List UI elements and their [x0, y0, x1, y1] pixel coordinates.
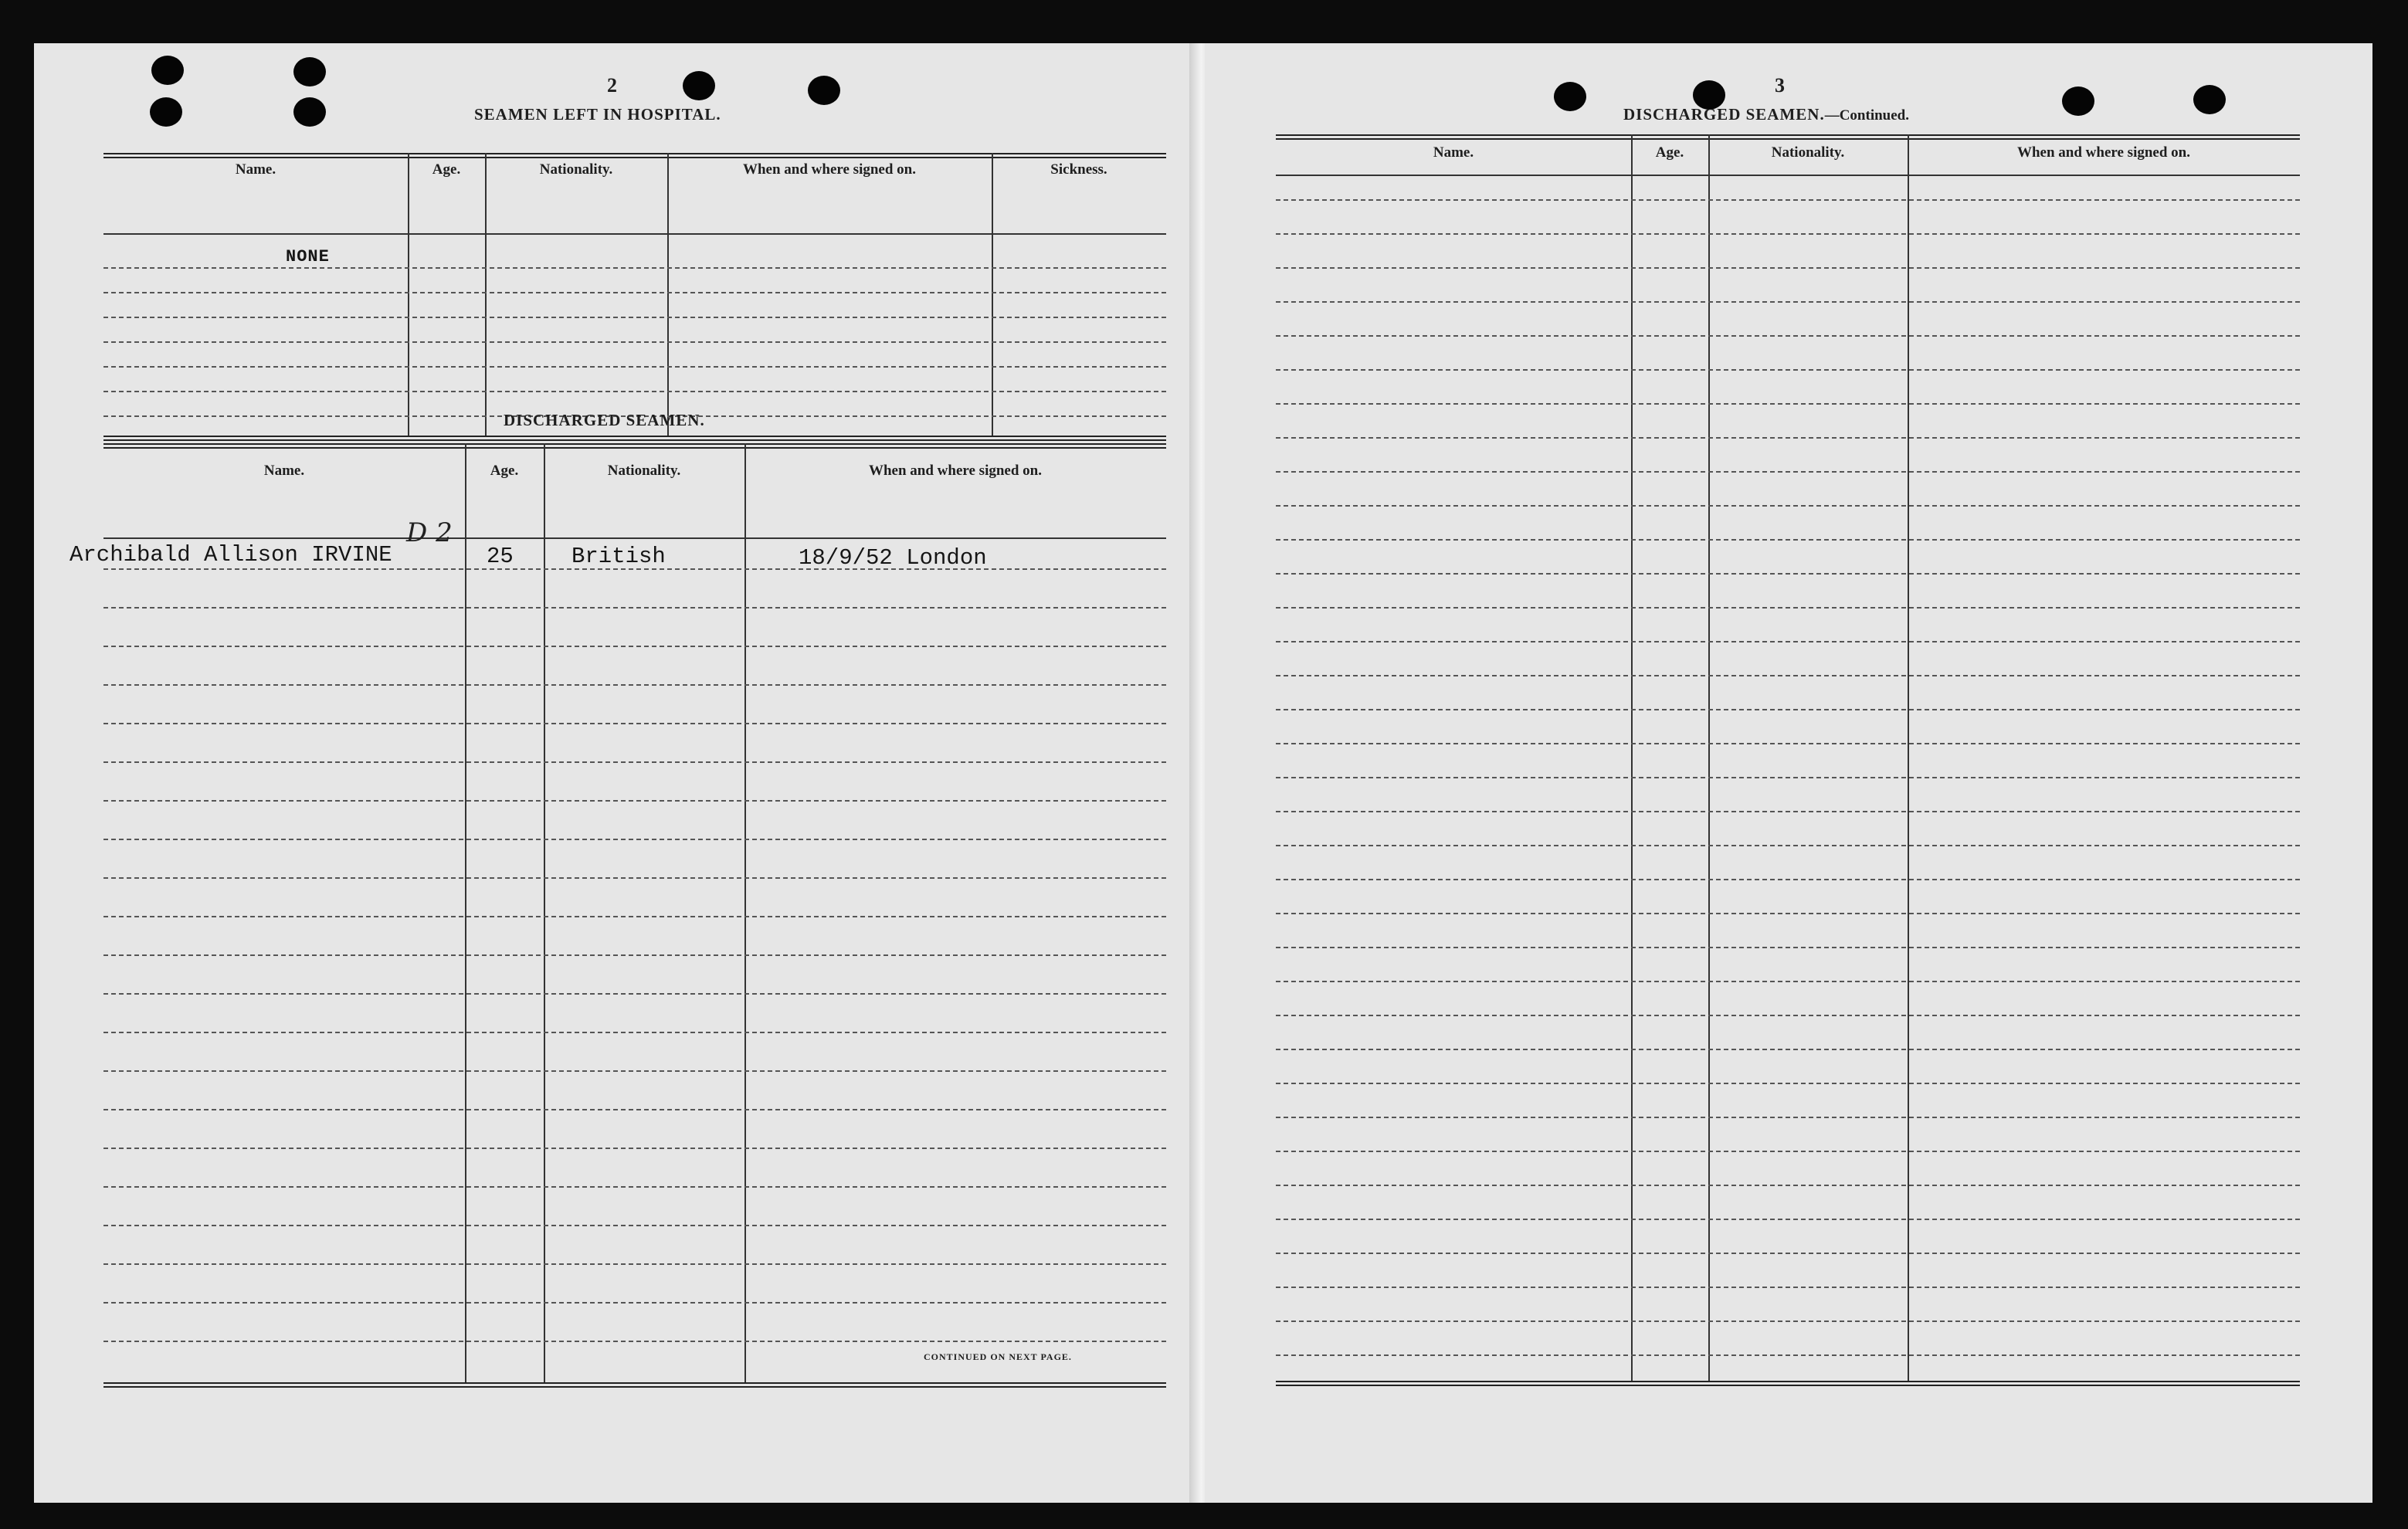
column-header-signed-on: When and where signed on.	[742, 161, 916, 178]
continued-note: CONTINUED ON NEXT PAGE.	[924, 1351, 1072, 1362]
discharged-continued-title	[1623, 105, 1909, 124]
column-header-signed-on: When and where signed on.	[868, 463, 1042, 479]
right-page	[1205, 43, 2372, 1503]
column-header-sickness: Sickness.	[1050, 161, 1107, 178]
hospital-entry-name: NONE	[286, 247, 330, 266]
column-header-age: Age.	[490, 463, 519, 479]
discharged-section-title: DISCHARGED SEAMEN.	[504, 411, 705, 429]
punch-hole	[2193, 85, 2226, 114]
punch-hole	[150, 97, 182, 127]
discharged-entry-nationality: British	[571, 544, 666, 569]
discharge-code-annotation: D 2	[406, 517, 453, 548]
discharged-table	[70, 443, 1166, 1385]
discharged-continued-table	[1276, 134, 2300, 1385]
column-header-name: Name.	[235, 161, 276, 178]
punch-hole	[683, 71, 715, 100]
punch-hole	[151, 56, 184, 85]
discharged-entry-age: 25	[487, 544, 514, 569]
column-header-nationality: Nationality.	[539, 161, 613, 178]
page-number: 3	[1775, 74, 1785, 97]
column-header-age: Age.	[432, 161, 461, 178]
punch-hole	[808, 76, 840, 105]
punch-hole	[293, 97, 326, 127]
hospital-table	[103, 153, 1166, 440]
column-header-name: Name.	[1433, 144, 1474, 161]
discharged-entry-name: Archibald Allison IRVINE	[70, 542, 392, 568]
column-header-age: Age.	[1655, 144, 1684, 161]
continued-suffix: —Continued.	[1824, 107, 1909, 124]
punch-hole	[1554, 82, 1586, 111]
discharged-entry-signed-on: 18/9/52 London	[799, 545, 987, 571]
column-header-signed-on: When and where signed on.	[2016, 144, 2190, 161]
column-header-nationality: Nationality.	[607, 463, 681, 479]
column-header-name: Name.	[263, 463, 305, 479]
page-number: 2	[607, 74, 617, 97]
left-page	[34, 43, 1200, 1503]
hospital-section-title: SEAMEN LEFT IN HOSPITAL.	[474, 105, 721, 124]
punch-hole	[2062, 86, 2094, 116]
column-header-nationality: Nationality.	[1771, 144, 1845, 161]
punch-hole	[293, 57, 326, 86]
discharged-continued-label: DISCHARGED SEAMEN.	[1623, 105, 1825, 124]
